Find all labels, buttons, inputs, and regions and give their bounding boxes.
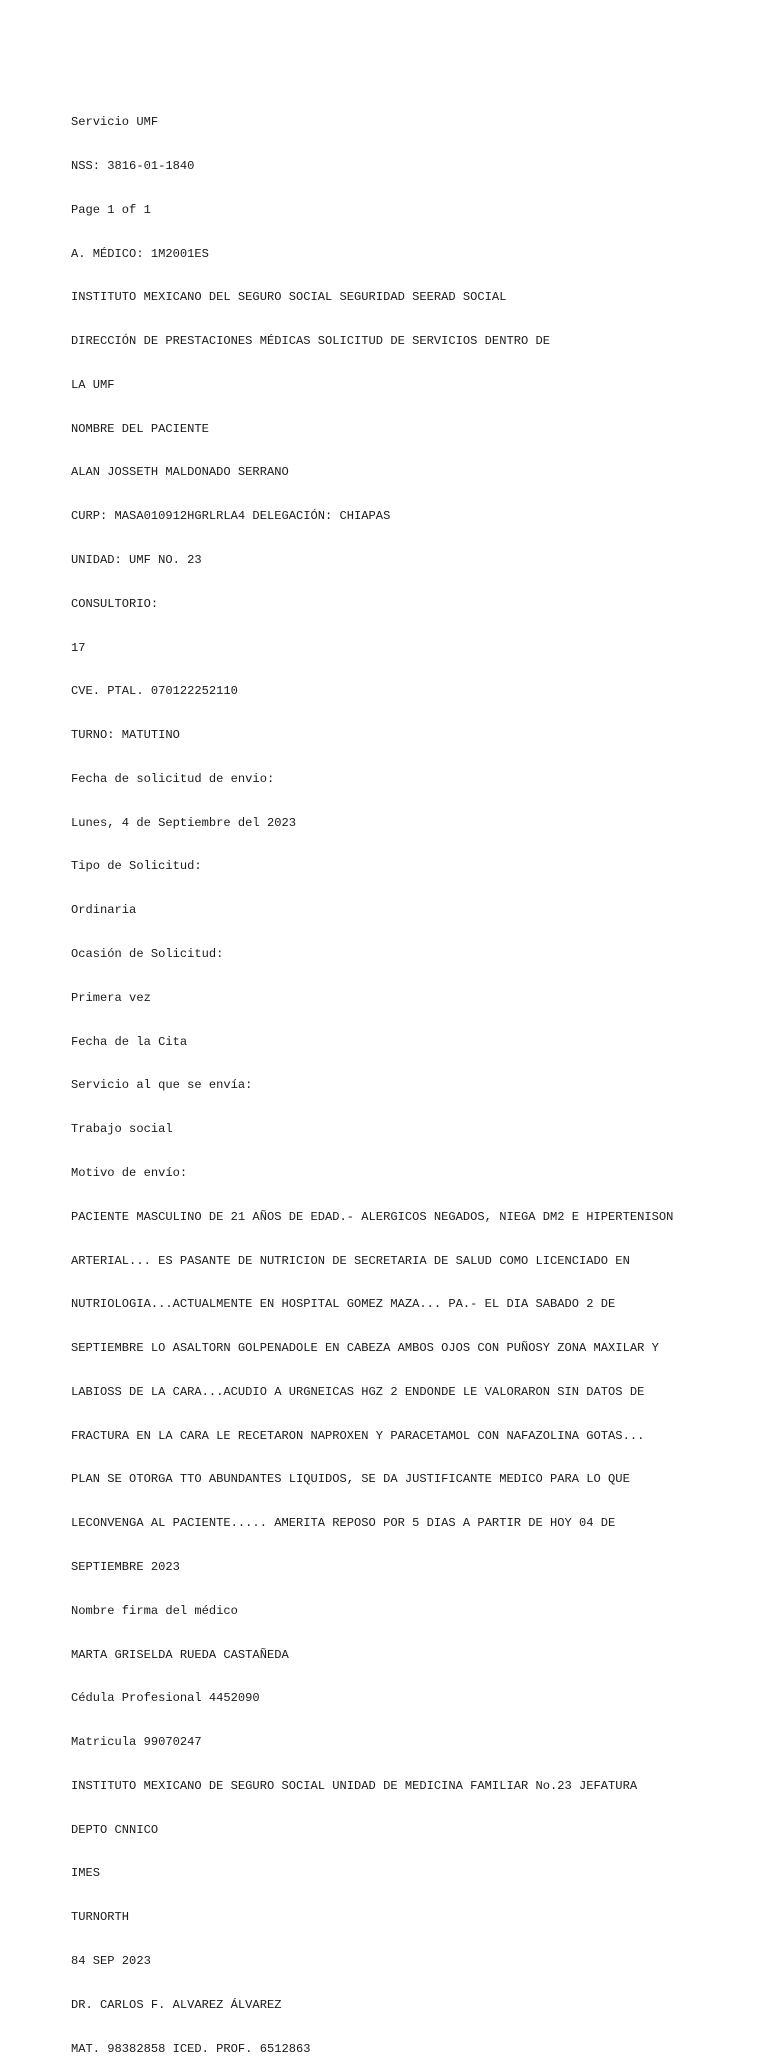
unit-line: UNIDAD: UMF NO. 23: [71, 553, 202, 567]
reason-text-line: ARTERIAL... ES PASANTE DE NUTRICION DE SECRETARIA DE SALUD COMO LICENCIADO EN: [71, 1253, 630, 1268]
request-occasion-value: Primera vez: [71, 990, 151, 1005]
directorate-title-cont: LA UMF: [71, 377, 115, 392]
office-label: CONSULTORIO:: [71, 596, 159, 611]
professional-license: Cédula Profesional 4452090: [71, 1691, 260, 1706]
page-number: Page 1 of 1: [71, 202, 151, 217]
stamp-doctor-credentials: MAT. 98382858 ICED. PROF. 6512863: [71, 2041, 311, 2056]
stamp-doctor-name: DR. CARLOS F. ALVAREZ ÁLVAREZ: [71, 1997, 282, 2012]
curp-delegation: CURP: MASA010912HGRLRLA4 DELEGACIÓN: CHIAPAS: [71, 509, 391, 524]
request-type-label: Tipo de Solicitud:: [71, 859, 202, 874]
reason-text-line: NUTRIOLOGIA...ACTUALMENTE EN HOSPITAL GOMEZ MAZA... PA.- EL DIA SABADO 2 DE: [71, 1297, 616, 1312]
patient-name-label: NOMBRE DEL PACIENTE: [71, 421, 209, 436]
shift-line: TURNO: MATUTINO: [71, 728, 180, 743]
directorate-title: DIRECCIÓN DE PRESTACIONES MÉDICAS SOLICITUD DE SERVICIOS DENTRO DE: [71, 334, 550, 349]
stamp-shift: TURNORTH: [71, 1910, 130, 1925]
postal-code: CVE. PTAL. 070122252110: [71, 684, 238, 699]
destination-service-label: Servicio al que se envía:: [71, 1078, 253, 1093]
request-type-value: Ordinaria: [71, 903, 137, 918]
request-date-label: Fecha de solicitud de envio:: [71, 771, 275, 786]
reason-text-line: SEPTIEMBRE 2023: [71, 1559, 180, 1574]
destination-service-value: Trabajo social: [71, 1122, 173, 1137]
doctor-signature-label: Nombre firma del médico: [71, 1603, 238, 1618]
doctor-code: A. MÉDICO: 1M2001ES: [71, 246, 209, 261]
stamp-institution: INSTITUTO MEXICANO DE SEGURO SOCIAL UNIDAD DE MEDICINA FAMILIAR No.23 JEFATURA: [71, 1778, 638, 1793]
stamp-date: 84 SEP 2023: [71, 1954, 151, 1968]
document-text-body: [71, 86, 731, 2071]
request-date-value: Lunes, 4 de Septiembre del 2023: [71, 815, 296, 830]
appointment-date-label: Fecha de la Cita: [71, 1034, 188, 1049]
reason-label: Motivo de envío:: [71, 1165, 188, 1180]
stamp-imes: IMES: [71, 1866, 101, 1881]
service-header: Servicio UMF: [71, 115, 159, 130]
reason-text-line: PACIENTE MASCULINO DE 21 AÑOS DE EDAD.- ALERGICOS NEGADOS, NIEGA DM2 E HIPERTENISON: [71, 1209, 674, 1224]
reason-text-line: SEPTIEMBRE LO ASALTORN GOLPENADOLE EN CABEZA AMBOS OJOS CON PUÑOSY ZONA MAXILAR Y: [71, 1341, 659, 1356]
institution-title: INSTITUTO MEXICANO DEL SEGURO SOCIAL SEGURIDAD SEERAD SOCIAL: [71, 290, 507, 305]
nss-line: NSS: 3816-01-1840: [71, 158, 195, 173]
request-occasion-label: Ocasión de Solicitud:: [71, 947, 224, 962]
registration-number: Matricula 99070247: [71, 1735, 202, 1750]
doctor-name: MARTA GRISELDA RUEDA CASTAÑEDA: [71, 1647, 289, 1662]
stamp-department: DEPTO CNNICO: [71, 1822, 159, 1837]
reason-text-line: FRACTURA EN LA CARA LE RECETARON NAPROXEN Y PARACETAMOL CON NAFAZOLINA GOTAS...: [71, 1428, 645, 1443]
reason-text-line: PLAN SE OTORGA TTO ABUNDANTES LIQUIDOS, SE DA JUSTIFICANTE MEDICO PARA LO QUE: [71, 1472, 630, 1487]
patient-name: ALAN JOSSETH MALDONADO SERRANO: [71, 465, 289, 480]
reason-text-line: LABIOSS DE LA CARA...ACUDIO A URGNEICAS HGZ 2 ENDONDE LE VALORARON SIN DATOS DE: [71, 1384, 645, 1399]
office-value: 17: [71, 640, 86, 655]
reason-text-line: LECONVENGA AL PACIENTE..... AMERITA REPOSO POR 5 DIAS A PARTIR DE HOY 04 DE: [71, 1516, 616, 1531]
